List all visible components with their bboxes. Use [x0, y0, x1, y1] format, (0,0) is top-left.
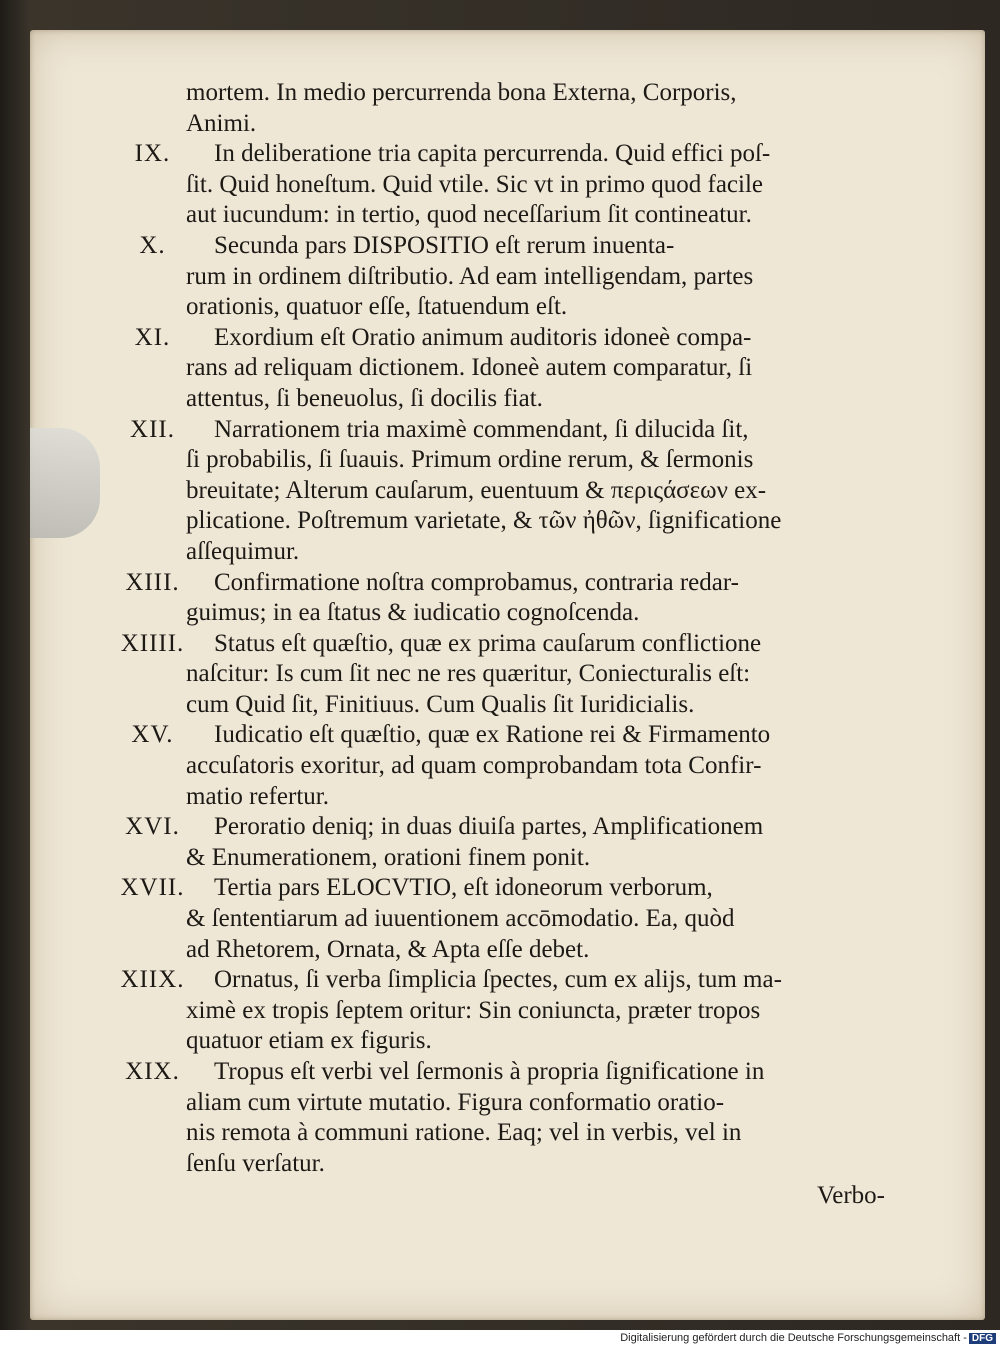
text-line: ximè ex tropis ſeptem oritur: Sin coniuncta, præter tropos	[186, 996, 761, 1024]
text-line: Narrationem tria maximè commendant, ſi dilucida ſit,	[214, 415, 749, 443]
section-numeral: IX.	[134, 140, 171, 168]
paragraph-section	[30, 812, 985, 873]
page-text	[30, 78, 985, 1179]
paragraph-section	[30, 965, 985, 1057]
text-line: ſit. Quid honeſtum. Quid vtile. Sic vt in primo quod facile	[186, 170, 764, 198]
text-line: aliam cum virtute mutatio. Figura conformatio oratio-	[186, 1088, 725, 1116]
text-line: ſi probabilis, ſi ſuauis. Primum ordine rerum, & ſermonis	[186, 446, 754, 474]
section-numeral: XIX.	[125, 1058, 180, 1085]
text-line: Tertia pars ELOCVTIO, eſt idoneorum verborum,	[214, 874, 713, 902]
text-line: attentus, ſi beneuolus, ſi docilis fiat.	[186, 384, 543, 412]
paragraph-section	[30, 629, 985, 721]
text-line: & Enumerationem, orationi finem ponit.	[186, 843, 591, 871]
paragraph-section	[30, 231, 985, 323]
footer-credit: Digitalisierung gefördert durch die Deutsche Forschungsgemeinschaft -	[620, 1332, 967, 1344]
section-numeral: XV.	[131, 721, 174, 749]
paragraph-section	[30, 78, 985, 139]
paragraph-section	[30, 323, 985, 415]
section-numeral: XVII.	[120, 874, 185, 902]
text-line: guimus; in ea ſtatus & iudicatio cognoſcenda.	[186, 599, 640, 627]
section-numeral: X.	[139, 231, 166, 259]
text-line: Exordium eſt Oratio animum auditoris idoneè compa-	[214, 323, 752, 351]
text-line: Tropus eſt verbi vel ſermonis à propria ſignificatione in	[214, 1058, 765, 1085]
paragraph-section	[30, 720, 985, 812]
text-line: ſenſu verſatur.	[186, 1149, 325, 1177]
dfg-logo: DFG	[969, 1333, 996, 1344]
text-line: orationis, quatuor eſſe, ſtatuendum eſt.	[186, 293, 568, 321]
text-line: Iudicatio eſt quæſtio, quæ ex Ratione rei & Firmamento	[214, 721, 771, 749]
section-numeral: XIIII.	[120, 629, 185, 657]
text-line: rans ad reliquam dictionem. Idoneè autem comparatur, ſi	[186, 354, 753, 382]
text-line: accuſatoris exoritur, ad quam comprobandam tota Confir-	[186, 752, 762, 780]
text-line: nis remota à communi ratione. Eaq; vel in verbis, vel in	[186, 1119, 742, 1147]
section-numeral: XI.	[134, 323, 171, 351]
text-line: plicatione. Poſtremum varietate, & τῶν ἠθῶν, ſignificatione	[186, 507, 782, 535]
section-numeral: XIII.	[125, 568, 180, 596]
text-line: & ſententiarum ad iuuentionem accōmodatio. Ea, quòd	[186, 905, 735, 933]
text-line: Status eſt quæſtio, quæ ex prima cauſarum conflictione	[214, 629, 762, 657]
section-numeral: XIIX.	[120, 966, 185, 994]
catchword: Verbo-	[816, 1182, 885, 1209]
paragraph-section	[30, 415, 985, 568]
section-numeral: XII.	[130, 415, 175, 443]
text-line: Secunda pars DISPOSITIO eſt rerum inuenta-	[214, 231, 675, 259]
text-line: In deliberatione tria capita percurrenda. Quid effici poſ-	[214, 140, 771, 168]
paragraph-section	[30, 568, 985, 629]
text-line: ad Rhetorem, Ornata, & Apta eſſe debet.	[186, 935, 590, 963]
paragraph-section	[30, 873, 985, 965]
paragraph-section	[30, 139, 985, 231]
text-line: matio refertur.	[186, 782, 329, 810]
text-line: aut iucundum: in tertio, quod neceſſarium ſit contineatur.	[186, 201, 752, 229]
digitization-footer	[0, 1330, 1000, 1348]
text-line: rum in ordinem diſtributio. Ad eam intelligendam, partes	[186, 262, 754, 290]
text-line: Ornatus, ſi verba ſimplicia ſpectes, cum ex alijs, tum ma-	[214, 966, 782, 994]
text-line: cum Quid ſit, Finitiuus. Cum Qualis ſit Iuridicialis.	[186, 690, 695, 718]
text-line: aſſequimur.	[186, 537, 300, 565]
text-line: Peroratio deniq; in duas diuiſa partes, Amplificationem	[214, 813, 764, 841]
section-numeral: XVI.	[125, 813, 180, 841]
book-page	[30, 30, 985, 1320]
text-line: Confirmatione noſtra comprobamus, contraria redar-	[214, 568, 739, 596]
text-line: mortem. In medio percurrenda bona Externa, Corporis,	[186, 79, 737, 106]
text-line: quatuor etiam ex figuris.	[186, 1027, 432, 1055]
text-line: Animi.	[186, 109, 257, 137]
text-line: breuitate; Alterum cauſarum, euentuum & περιςάσεων ex-	[186, 476, 767, 504]
paragraph-section	[30, 1057, 985, 1179]
text-line: naſcitur: Is cum ſit nec ne res quæritur, Coniecturalis eſt:	[186, 660, 751, 688]
